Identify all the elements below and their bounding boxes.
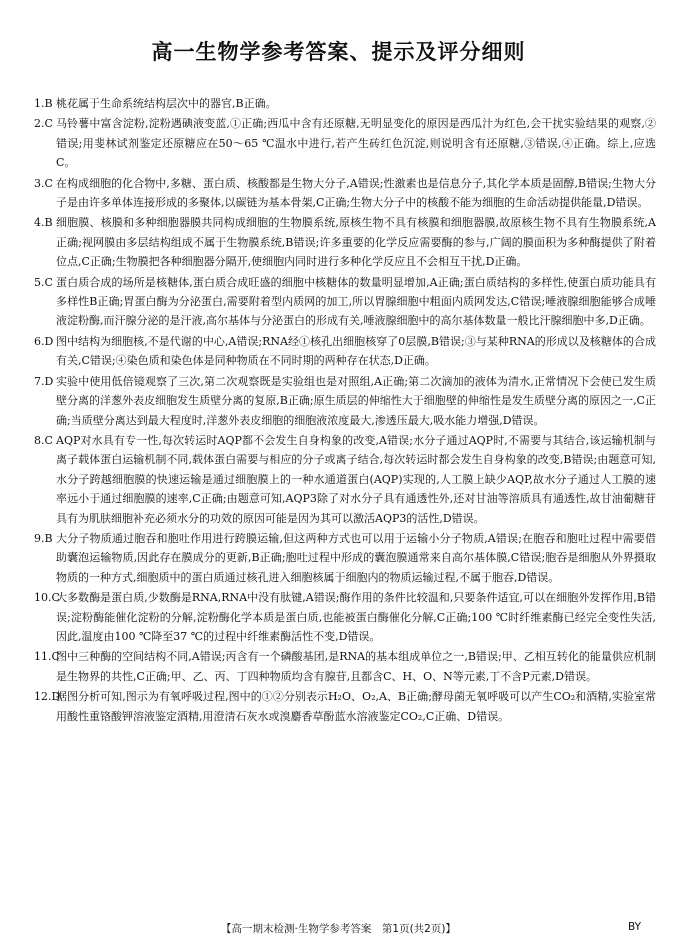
answer-item — [34, 529, 656, 587]
answer-list — [34, 94, 656, 727]
answer-number: 1.B — [34, 97, 53, 110]
answer-explanation: 在构成细胞的化合物中,多糖、蛋白质、核酸都是生物大分子,A错误;性激素也是信息分子,其化学本质是固醇,B错误;生物大分子是由许多单体连接形成的多聚体,以碳链为基本骨架,C正确;生物大分子中的核酸不能为细胞的生命活动提供能量,D错误。 — [56, 176, 656, 210]
answer-explanation: 蛋白质合成的场所是核糖体,蛋白质合成旺盛的细胞中核糖体的数量明显增加,A正确;蛋白质结构的多样性,使蛋白质功能具有多样性B正确;胃蛋白酶为分泌蛋白,需要附着型内质网的加工,所以胃腺细胞中粗面内质网发达,C错误;唾液腺细胞能够合成唾液淀粉酶,而汗腺分泌的是汗液,高尔基体与分泌蛋白的形成有关,唾液腺细胞中的高尔基体数量一般比汗腺细胞中多,D正确。 — [56, 275, 656, 328]
answer-explanation: 据图分析可知,图示为有氧呼吸过程,图中的①②分别表示H₂O、O₂,A、B正确;酵母菌无氧呼吸可以产生CO₂和酒精,实验室常用酸性重铬酸钾溶液鉴定酒精,用澄清石灰水或溴麝香草酚蓝水溶液鉴定CO₂,C正确、D错误。 — [56, 690, 656, 723]
answer-explanation: 图中结构为细胞核,不是代谢的中心,A错误;RNA经①核孔出细胞核穿了0层膜,B错误;③与某种RNA的形成以及核糖体的合成有关,C错误;④染色质和染色体是同种物质在不同时期的两种存在状态,D正确。 — [56, 334, 656, 368]
answer-item — [34, 372, 656, 430]
answer-item — [34, 114, 656, 172]
answer-item — [34, 647, 656, 686]
answer-explanation: 桃花属于生命系统结构层次中的器官,B正确。 — [56, 97, 277, 110]
answer-item — [34, 431, 656, 528]
answer-item — [34, 273, 656, 331]
answer-item — [34, 687, 656, 726]
answer-explanation: 马铃薯中富含淀粉,淀粉遇碘液变蓝,①正确;西瓜中含有还原糖,无明显变化的原因是西瓜汁为红色,会干扰实验结果的观察,②错误;用斐林试剂鉴定还原糖应在50～65 ℃温水中进行,若产生砖红色沉淀,则说明含有还原糖,③错误,④正确。综上,应选C。 — [56, 117, 656, 170]
answer-number: 7.D — [34, 374, 54, 388]
answer-number: 2.C — [34, 117, 53, 131]
answer-item — [34, 588, 656, 646]
answer-explanation: 大分子物质通过胞吞和胞吐作用进行跨膜运输,但这两种方式也可以用于运输小分子物质,A错误;在胞吞和胞吐过程中需要借助囊泡运输物质,因此存在膜成分的更新,B正确;胞吐过程中形成的囊泡膜通常来自高尔基体膜,C错误;胞吞是细胞从外界摄取物质的一种方式,细胞质中的蛋白质通过核孔进入细胞核属于细胞内的物质运输过程,不属于胞吞,D错误。 — [56, 531, 656, 584]
footer-code: BY — [627, 921, 641, 933]
answer-item — [34, 94, 656, 113]
answer-number: 5.C — [34, 275, 53, 289]
answer-explanation: 细胞膜、核膜和多种细胞器膜共同构成细胞的生物膜系统,原核生物不具有核膜和细胞器膜,故原核生物不具有生物膜系统,A正确;视网膜由多层结构组成不属于生物膜系统,B错误;许多重要的化学反应需要酶的参与,广阔的膜面积为多种酶提供了附着位点,C正确;生物膜把各种细胞器分隔开,使细胞内同时进行多种化学反应且不会相互干扰,D正确。 — [56, 216, 656, 269]
answer-number: 8.C — [34, 433, 53, 447]
answer-item — [34, 332, 656, 371]
answer-number: 11.C — [34, 650, 60, 664]
answer-number: 4.B — [34, 216, 53, 230]
answer-explanation: 大多数酶是蛋白质,少数酶是RNA,RNA中没有肽键,A错误;酶作用的条件比较温和,只要条件适宜,可以在细胞外发挥作用,B错误;淀粉酶能催化淀粉的分解,淀粉酶化学本质是蛋白质,也能被蛋白酶催化分解,C正确;100 ℃时纤维素酶已经完全变性失活,因此,温度由100 ℃降至37 ℃的过程中纤维素酶活性不变,D错误。 — [56, 591, 656, 643]
page-title: 高一生物学参考答案、提示及评分细则 — [151, 40, 526, 64]
footer-page-label: 【高一期末检测·生物学参考答案 第1页(共2页)】 — [221, 923, 456, 935]
answer-explanation: 图中三种酶的空间结构不同,A错误;丙含有一个磷酸基团,是RNA的基本组成单位之一,B错误;甲、乙相互转化的能量供应机制是生物界的共性,C正确;甲、乙、丙、丁四种物质均含有腺苷,且都含C、H、O、N等元素,丁不含P元素,D错误。 — [56, 650, 656, 683]
answer-number: 12.D — [34, 690, 61, 704]
page-footer — [0, 921, 677, 939]
answer-number: 6.D — [34, 334, 54, 348]
answer-number: 9.B — [34, 531, 53, 545]
answer-number: 3.C — [34, 176, 53, 190]
answer-explanation: 实验中使用低倍镜观察了三次,第二次观察既是实验组也是对照组,A正确;第二次滴加的液体为清水,正常情况下会使已发生质壁分离的洋葱外表皮细胞发生质壁分离的复原,B正确;原生质层的伸缩性大于细胞壁的伸缩性是发生质壁分离的原因之一,C正确;当质壁分离达到最大程度时,洋葱外表皮细胞的细胞液浓度最大,渗透压最大,吸水能力增强,D错误。 — [56, 374, 656, 427]
answer-item — [34, 174, 656, 213]
answer-explanation: AQP对水具有专一性,每次转运时AQP都不会发生自身构象的改变,A错误;水分子通过AQP时,不需要与其结合,该运输机制与离子载体蛋白运输机制不同,载体蛋白需要与相应的分子或离子结合,每次转运时都会发生自身构象的改变,B错误;由题意可知,水分子跨越细胞膜的快速运输是通过细胞膜上的一种水通道蛋白(AQP)实现的,人工膜上缺少AQP,故水分子通过人工膜的速率远小于通过细胞膜的速率,C正确;由题意可知,AQP3除了对水分子具有通透性外,还对甘油等溶质具有通透性,故甘油葡糖苷具有为肌肤细胞补充必须水分的功效的原因可能是因为其可以激活AQP3的活性,D错误。 — [56, 433, 656, 525]
answer-item — [34, 213, 656, 271]
answer-number: 10.C — [34, 591, 60, 605]
